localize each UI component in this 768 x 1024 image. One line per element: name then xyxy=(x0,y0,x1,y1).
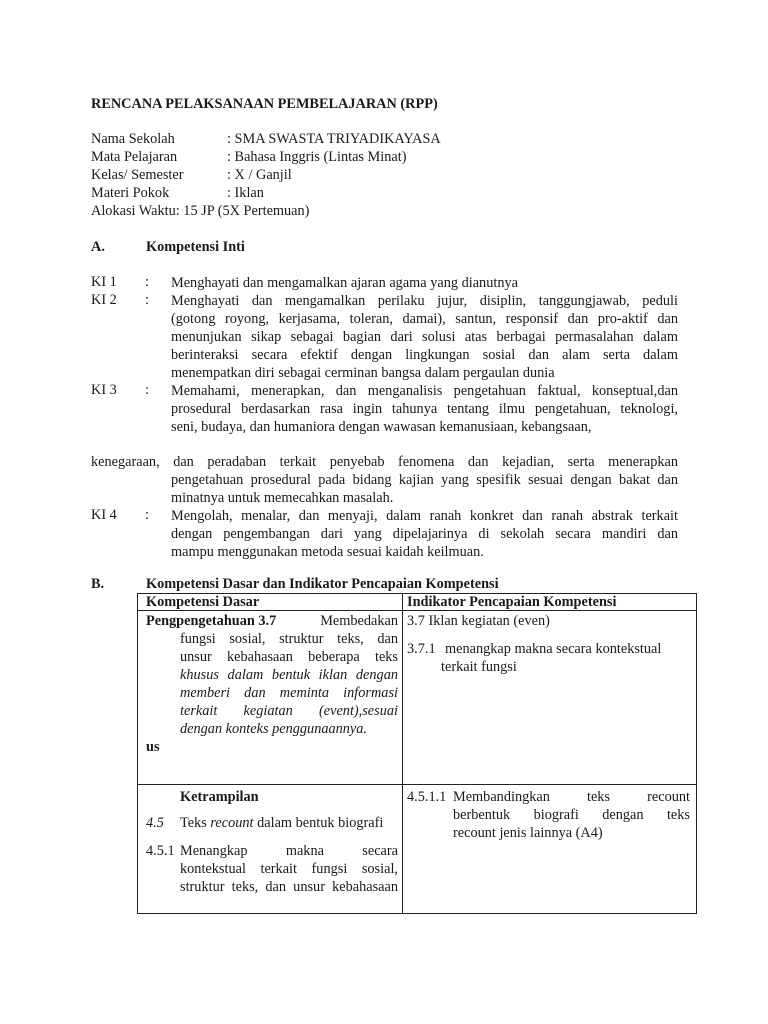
ki2-colon: : xyxy=(145,292,149,308)
kd-skill-heading: Ketrampilan xyxy=(180,789,259,805)
section-b-title: Kompetensi Dasar dan Indikator Pencapaian Kompetensi xyxy=(146,576,499,592)
kd-line: fungsi sosial, struktur teks, dan xyxy=(180,631,398,647)
kd-cell-knowledge xyxy=(138,611,403,785)
competency-table xyxy=(137,593,697,914)
indicator-title: 3.7 Iklan kegiatan (even) xyxy=(407,613,550,629)
identity-value-subject: : Bahasa Inggris (Lintas Minat) xyxy=(227,149,407,165)
document-title: RENCANA PELAKSANAAN PEMBELAJARAN (RPP) xyxy=(91,96,438,112)
ki1-text: Menghayati dan mengamalkan ajaran agama yang dianutnya xyxy=(171,275,518,291)
identity-label-school: Nama Sekolah xyxy=(91,131,175,147)
header-indikator: Indikator Pencapaian Kompetensi xyxy=(403,594,697,611)
ki1-colon: : xyxy=(145,274,149,290)
kd-skill-sub-number: 4.5.1 xyxy=(146,843,175,859)
kd-skill-number: 4.5 xyxy=(146,815,164,831)
kd-line: memberi dan meminta informasi xyxy=(180,685,398,701)
kd-tail: us xyxy=(146,739,160,755)
kd-line: terkait kegiatan (event),sesuai xyxy=(180,703,398,719)
kd-line: dengan konteks penggunaannya. xyxy=(180,721,368,737)
indicator-number: 3.7.1 xyxy=(407,641,436,657)
indicator-text-cont: terkait fungsi xyxy=(441,659,517,675)
identity-label-class: Kelas/ Semester xyxy=(91,167,184,183)
indicator-text: menangkap makna secara kontekstual xyxy=(445,641,662,657)
identity-label-subject: Mata Pelajaran xyxy=(91,149,178,165)
indicator-skill-number: 4.5.1.1 xyxy=(407,789,447,805)
kd-skill-text: Teks recount dalam bentuk biografi xyxy=(180,815,384,831)
indicator-cell-skill xyxy=(403,785,697,914)
indicator-skill-text: Membandingkan teks recount xyxy=(453,789,690,805)
section-a-letter: A. xyxy=(91,239,105,255)
identity-label-topic: Materi Pokok xyxy=(91,185,170,201)
ki4-colon: : xyxy=(145,507,149,523)
section-a-title: Kompetensi Inti xyxy=(146,239,245,255)
ki3-code: KI 3 xyxy=(91,382,117,398)
ki2-text: Menghayati dan mengamalkan perilaku jujur, disiplin, tanggungjawab, peduli (gotong royong, kerjasama, toleran, damai), santun, responsif dan pro-aktif dan menunjukan sikap sebagai bagian dari solusi atas berbagai permasalahan dalam berinteraksi secara efektif dengan lingkungan sosial dan alam serta dalam menempatkan diri sebagai cerminan bangsa dalam pergaulan dunia xyxy=(171,293,678,381)
section-b-letter: B. xyxy=(91,576,105,592)
ki3-text: Memahami, menerapkan, dan menganalisis pengetahuan faktual, konseptual,dan prosedural berdasarkan rasa ingin tahunya tentang ilmu pengetahuan, teknologi, seni, budaya, dan humaniora dengan wawasan kemanusiaan, kebangsaan, xyxy=(171,383,678,435)
kd-skill-sub-text: Menangkap makna secara xyxy=(180,843,398,859)
indicator-skill-text: berbentuk biografi dengan teks xyxy=(453,807,690,823)
header-kompetensi-dasar: Kompetensi Dasar xyxy=(138,594,403,611)
identity-value-class: : X / Ganjil xyxy=(227,167,292,183)
table-header-row xyxy=(138,594,697,611)
kd-knowledge-heading: Pengpengetahuan 3.7 xyxy=(146,613,277,629)
kd-knowledge-verb: Membedakan xyxy=(320,613,398,629)
ki2-code: KI 2 xyxy=(91,292,117,308)
indicator-cell-knowledge xyxy=(403,611,697,785)
ki1-code: KI 1 xyxy=(91,274,117,290)
kd-skill-sub-text: struktur teks, dan unsur kebahasaan xyxy=(180,879,398,895)
ki4-text: Mengolah, menalar, dan menyaji, dalam ranah konkret dan ranah abstrak terkait dengan pengembangan dari yang dipelajarinya di sekolah secara mandiri dan mampu menggunakan metoda sesuai kaidah keilmuan. xyxy=(171,508,678,560)
kd-line: unsur kebahasaan beberapa teks xyxy=(180,649,398,665)
kd-cell-skill xyxy=(138,785,403,914)
indicator-skill-text: recount jenis lainnya (A4) xyxy=(453,825,603,841)
ki3-colon: : xyxy=(145,382,149,398)
kd-line: khusus dalam bentuk iklan dengan xyxy=(180,667,398,683)
identity-time-allocation: Alokasi Waktu: 15 JP (5X Pertemuan) xyxy=(91,203,310,219)
table-row xyxy=(138,611,697,785)
kd-skill-sub-text: kontekstual terkait fungsi sosial, xyxy=(180,861,398,877)
table-row xyxy=(138,785,697,914)
ki3-continuation: kenegaraan, dan peradaban terkait penyebab fenomena dan kejadian, serta menerapkan pengetahuan prosedural pada bidang kajian yang spesifik sesuai dengan bakat dan minatnya untuk memecahkan masalah. xyxy=(91,454,678,506)
identity-value-school: : SMA SWASTA TRIYADIKAYASA xyxy=(227,131,441,147)
ki4-code: KI 4 xyxy=(91,507,117,523)
identity-value-topic: : Iklan xyxy=(227,185,264,201)
